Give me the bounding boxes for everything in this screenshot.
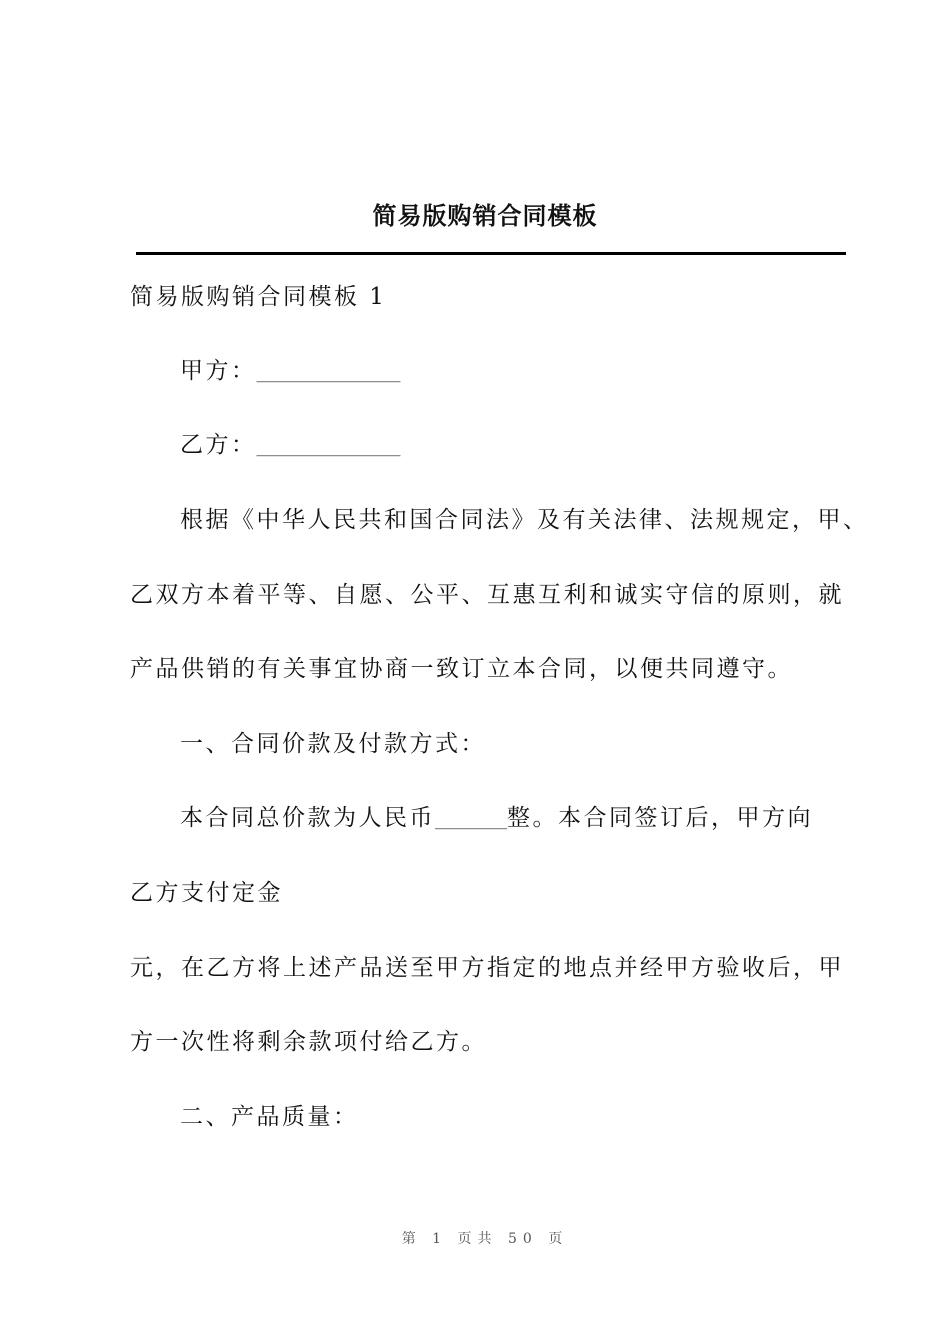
paragraph-line: 根据《中华人民共和国合同法》及有关法律、法规规定，甲、: [180, 507, 869, 533]
document-title: 简易版购销合同模板: [372, 201, 598, 230]
price-text-pre: 本合同总价款为人民币: [180, 805, 435, 831]
section-heading: 二、产品质量：: [180, 1104, 359, 1130]
party-a-blank: ________________: [256, 362, 401, 383]
price-line: [180, 803, 813, 835]
title-divider: [136, 252, 846, 255]
document-subtitle: 简易版购销合同模板 1: [130, 284, 387, 310]
paragraph-line: 方一次性将剩余款项付给乙方。: [130, 1029, 487, 1055]
section-heading: 一、合同价款及付款方式：: [180, 731, 486, 757]
paragraph-line: 元，在乙方将上述产品送至甲方指定的地点并经甲方验收后，甲: [130, 955, 844, 981]
paragraph-line: 乙方支付定金: [130, 880, 283, 906]
price-text-post: 整。本合同签订后，甲方向: [507, 805, 813, 831]
price-blank: ________: [435, 809, 507, 830]
page-number: 第 1 页共 50 页: [401, 1231, 569, 1247]
party-a-label: 甲方：: [180, 358, 257, 384]
party-b-line: [180, 430, 401, 462]
party-b-label: 乙方：: [180, 432, 257, 458]
party-a-line: [180, 356, 401, 388]
party-b-blank: ________________: [256, 436, 401, 457]
paragraph-line: 产品供销的有关事宜协商一致订立本合同，以便共同遵守。: [130, 656, 793, 682]
paragraph-line: 乙双方本着平等、自愿、公平、互惠互利和诚实守信的原则，就: [130, 582, 844, 608]
